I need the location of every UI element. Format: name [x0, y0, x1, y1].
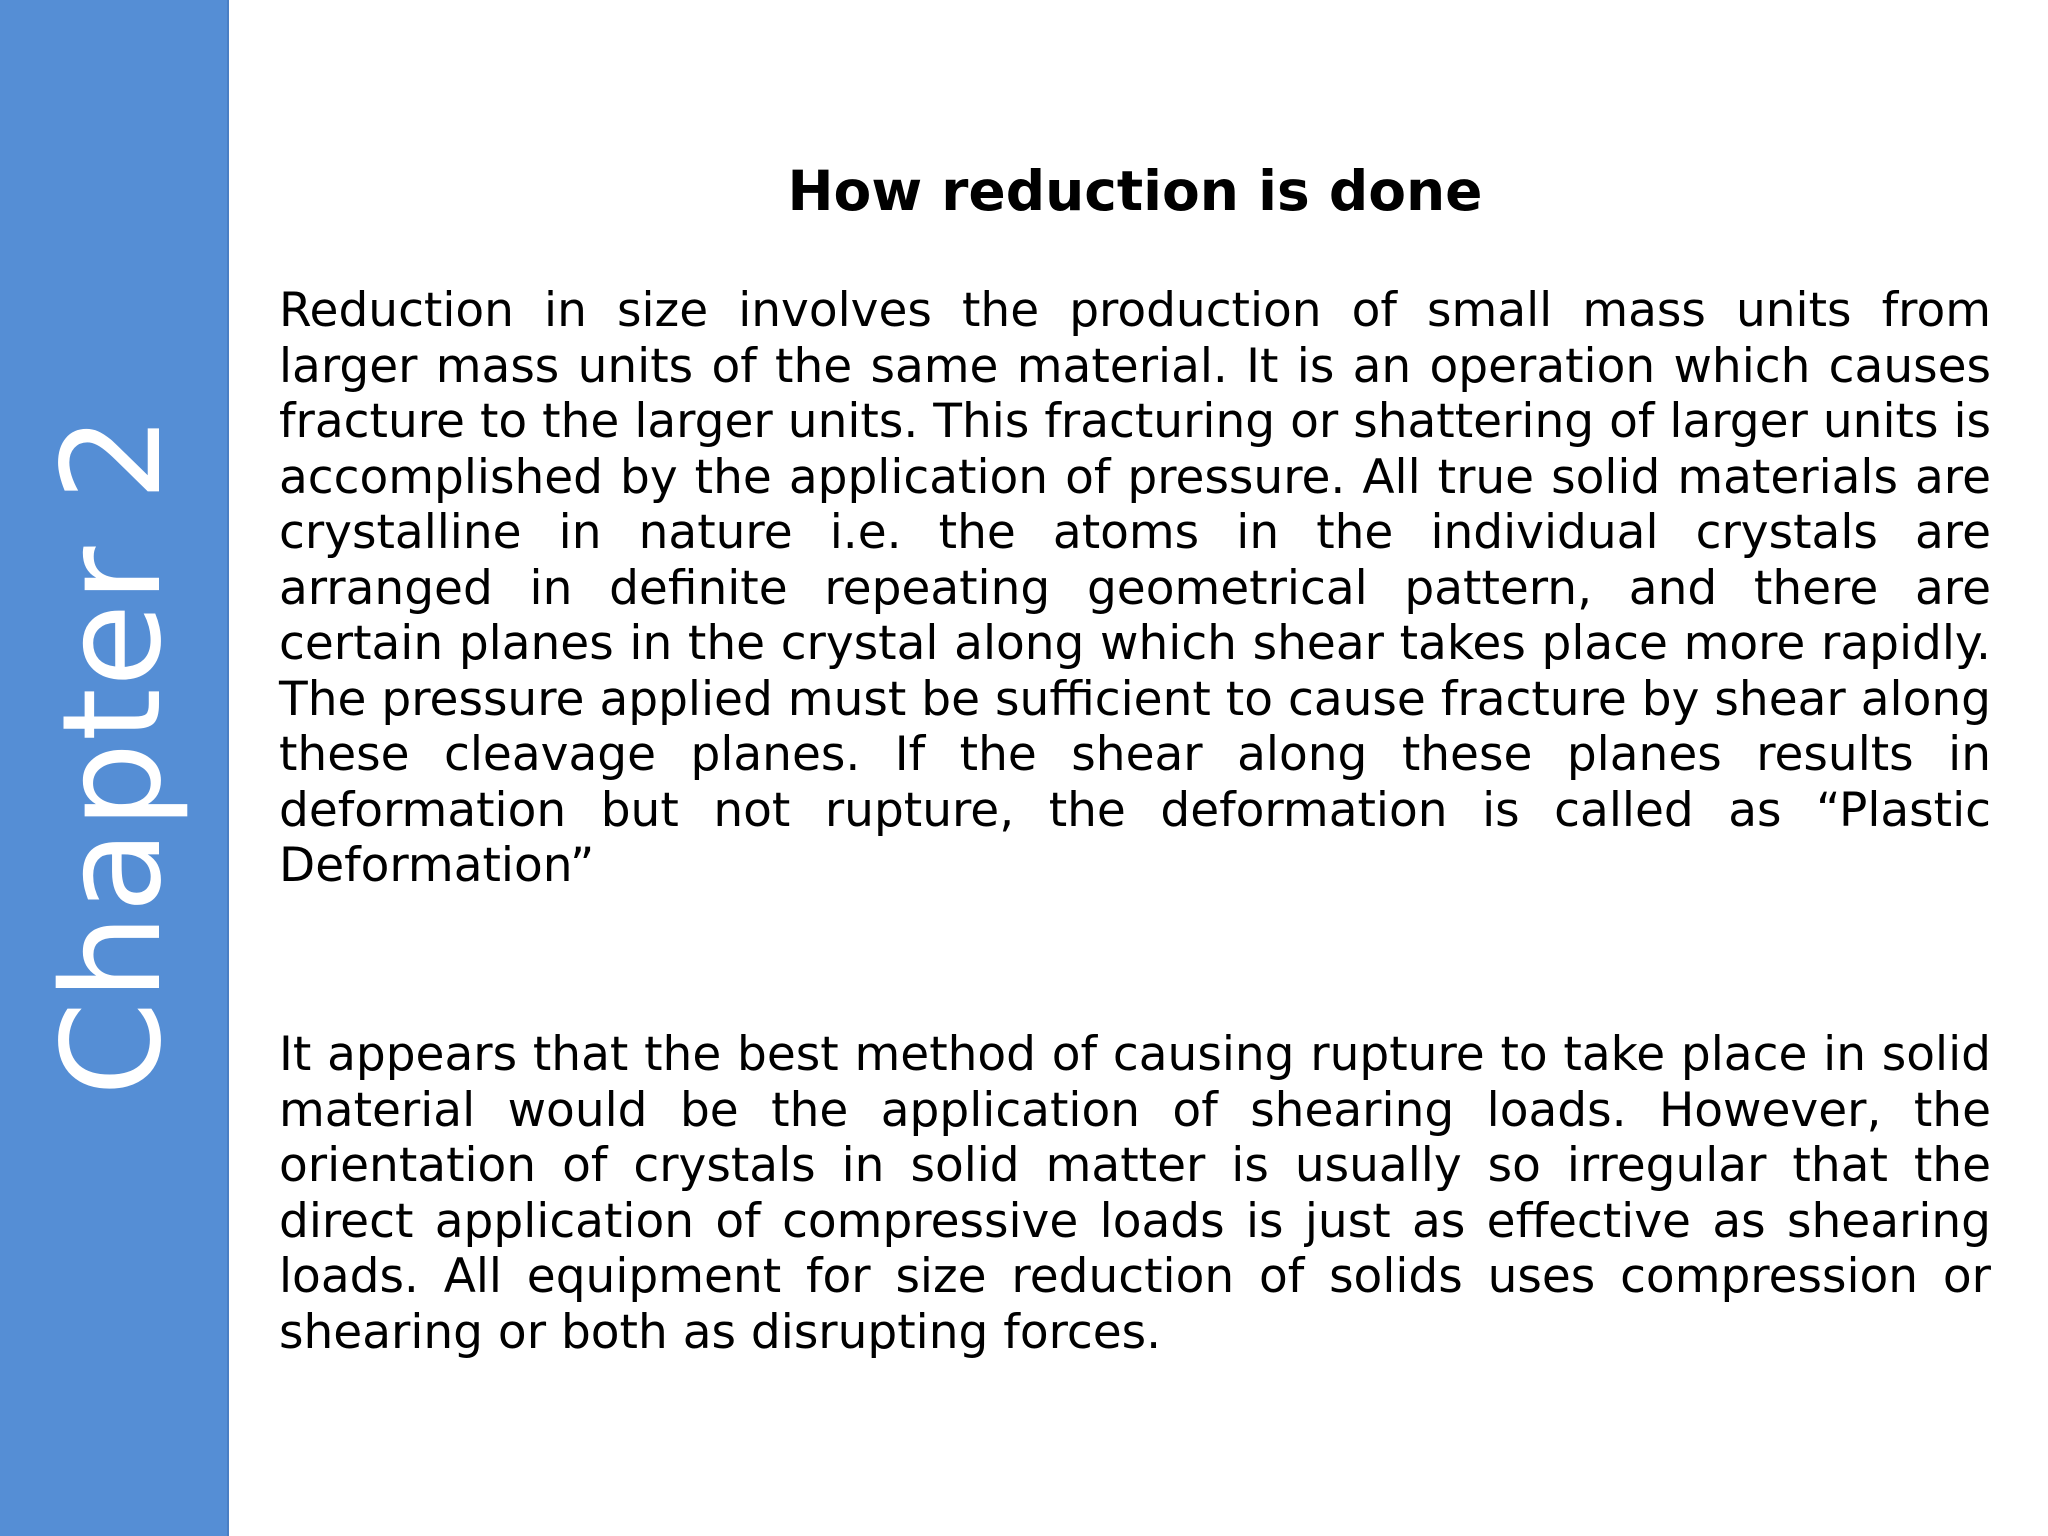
- body-paragraph-2: It appears that the best method of causing rupture to take place in solid material would be the application of shearing loads. However, the orientation of crystals in solid matter is usually so irregular that the direct application of compressive loads is just as effective as shearing loads. All equipment for size reduction of solids uses compression or shearing or both as disrupting forces.: [279, 1027, 1991, 1360]
- slide-title: How reduction is done: [787, 159, 1483, 223]
- chapter-sidebar: [0, 0, 229, 1536]
- chapter-label: Chapter 2: [34, 413, 192, 1097]
- body-paragraph-1: Reduction in size involves the production of small mass units from larger mass units of the same material. It is an operation which causes fracture to the larger units. This fracturing or shattering of larger units is accomplished by the application of pressure. All true solid materials are crystalline in nature i.e. the atoms in the individual crystals are arranged in definite repeating geometrical pattern, and there are certain planes in the crystal along which shear takes place more rapidly. The pressure applied must be sufficient to cause fracture by shear along these cleavage planes. If the shear along these planes results in deformation but not rupture, the deformation is called as “Plastic Deformation”: [279, 283, 1991, 893]
